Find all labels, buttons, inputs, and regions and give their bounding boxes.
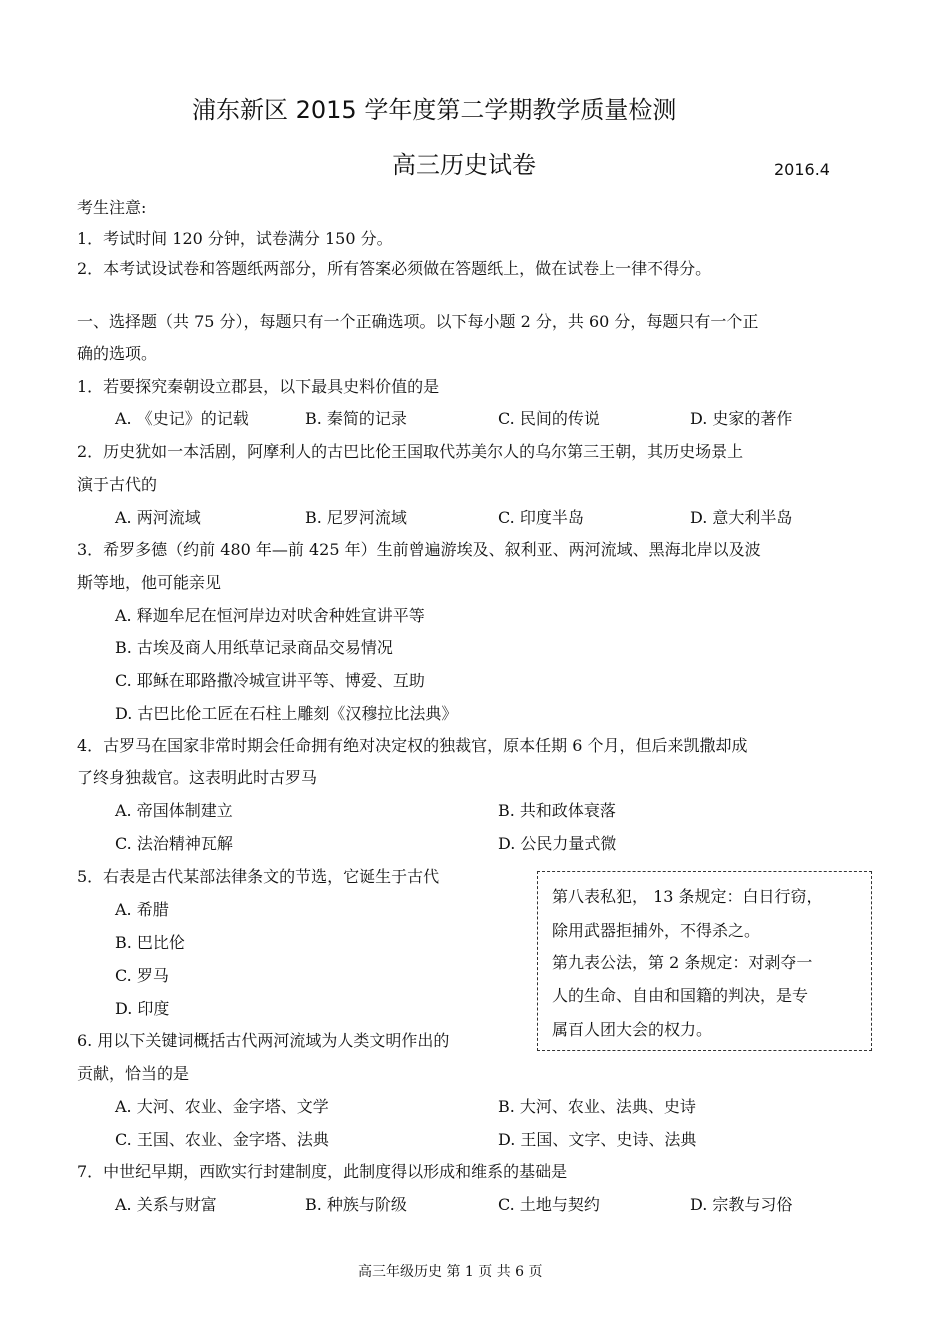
- q3-option-a: A. 释迦牟尼在恒河岸边对吠舍种姓宣讲平等: [115, 606, 425, 625]
- q4-option-d: D. 公民力量式微: [498, 834, 617, 853]
- law-excerpt-box: [537, 871, 872, 1051]
- section-heading-cont: 确的选项。: [77, 344, 158, 363]
- q2-option-c: C. 印度半岛: [498, 508, 584, 527]
- question-4-stem: 4．古罗马在国家非常时期会任命拥有绝对决定权的独裁官，原本任期 6 个月，但后来凯撒却成: [77, 736, 748, 755]
- question-3-stem-cont: 斯等地，他可能亲见: [77, 573, 222, 592]
- page-footer: 高三年级历史 第 1 页 共 6 页: [358, 1264, 543, 1280]
- q6-option-d: D. 王国、文字、史诗、法典: [498, 1130, 697, 1149]
- q5-option-a: A. 希腊: [115, 900, 169, 919]
- law-excerpt-line: 第九表公法，第 2 条规定：对剥夺一: [552, 953, 813, 972]
- q5-option-d: D. 印度: [115, 999, 170, 1018]
- exam-subtitle: 高三历史试卷: [392, 151, 536, 179]
- question-2-stem: 2．历史犹如一本活剧，阿摩利人的古巴比伦王国取代苏美尔人的乌尔第三王朝，其历史场景上: [77, 442, 744, 461]
- q2-option-b: B. 尼罗河流域: [305, 508, 407, 527]
- q1-option-b: B. 秦简的记录: [305, 409, 407, 428]
- q3-option-b: B. 古埃及商人用纸草记录商品交易情况: [115, 638, 393, 657]
- q6-option-b: B. 大河、农业、法典、史诗: [498, 1097, 696, 1116]
- question-6-stem-cont: 贡献，恰当的是: [77, 1064, 190, 1083]
- law-excerpt-line: 属百人团大会的权力。: [552, 1020, 713, 1039]
- q2-option-d: D. 意大利半岛: [690, 508, 793, 527]
- q6-option-a: A. 大河、农业、金字塔、文学: [115, 1097, 329, 1116]
- q4-option-c: C. 法治精神瓦解: [115, 834, 233, 853]
- question-7-stem: 7．中世纪早期，西欧实行封建制度，此制度得以形成和维系的基础是: [77, 1162, 568, 1181]
- law-excerpt-line: 除用武器拒捕外，不得杀之。: [552, 921, 761, 940]
- exam-date: 2016.4: [774, 160, 830, 179]
- q6-option-c: C. 王国、农业、金字塔、法典: [115, 1130, 329, 1149]
- notice-heading: 考生注意:: [77, 198, 147, 217]
- question-5-stem: 5．右表是古代某部法律条文的节选，它诞生于古代: [77, 867, 440, 886]
- q2-option-a: A. 两河流域: [115, 508, 201, 527]
- q3-option-d: D. 古巴比伦工匠在石柱上雕刻《汉穆拉比法典》: [115, 704, 458, 723]
- law-excerpt-line: 第八表私犯， 13 条规定：白日行窃，: [552, 887, 823, 906]
- q5-option-c: C. 罗马: [115, 966, 169, 985]
- question-3-stem: 3．希罗多德（约前 480 年—前 425 年）生前曾遍游埃及、叙利亚、两河流域、黑海北岸以及波: [77, 540, 761, 559]
- q7-option-b: B. 种族与阶级: [305, 1195, 407, 1214]
- question-4-stem-cont: 了终身独裁官。这表明此时古罗马: [77, 768, 318, 787]
- q1-option-a: A. 《史记》的记载: [115, 409, 249, 428]
- q7-option-d: D. 宗教与习俗: [690, 1195, 793, 1214]
- q4-option-a: A. 帝国体制建立: [115, 801, 233, 820]
- question-2-stem-cont: 演于古代的: [77, 475, 158, 494]
- q1-option-c: C. 民间的传说: [498, 409, 600, 428]
- law-excerpt-line: 人的生命、自由和国籍的判决，是专: [552, 986, 809, 1005]
- q4-option-b: B. 共和政体衰落: [498, 801, 616, 820]
- notice-item: 1．考试时间 120 分钟，试卷满分 150 分。: [77, 229, 393, 248]
- q1-option-d: D. 史家的著作: [690, 409, 793, 428]
- exam-title: 浦东新区 2015 学年度第二学期教学质量检测: [192, 96, 677, 124]
- section-heading: 一、选择题（共 75 分），每题只有一个正确选项。以下每小题 2 分，共 60 分，每题只有一个正: [77, 312, 759, 331]
- question-6-stem: 6. 用以下关键词概括古代两河流域为人类文明作出的: [77, 1031, 450, 1050]
- notice-item: 2．本考试设试卷和答题纸两部分，所有答案必须做在答题纸上，做在试卷上一律不得分。: [77, 259, 712, 278]
- q3-option-c: C. 耶稣在耶路撒冷城宣讲平等、博爱、互助: [115, 671, 425, 690]
- question-1-stem: 1．若要探究秦朝设立郡县，以下最具史料价值的是: [77, 377, 440, 396]
- q7-option-a: A. 关系与财富: [115, 1195, 217, 1214]
- q7-option-c: C. 土地与契约: [498, 1195, 600, 1214]
- q5-option-b: B. 巴比伦: [115, 933, 185, 952]
